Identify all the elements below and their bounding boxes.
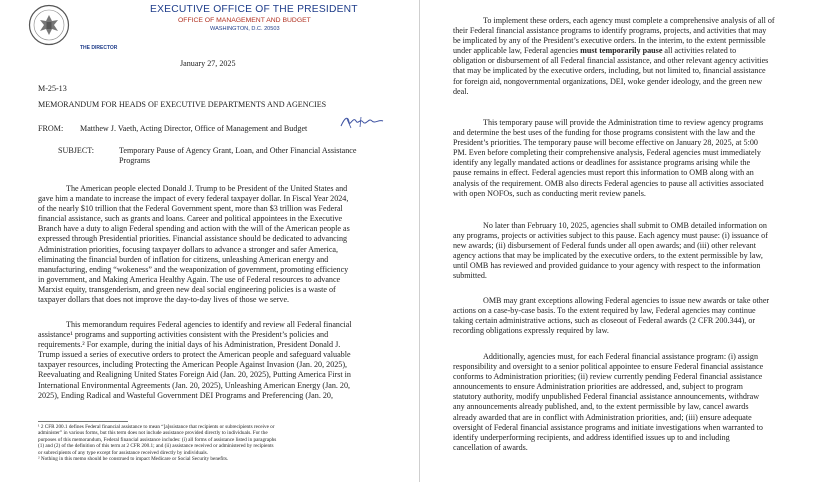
text-line: expressed through Presidential priorities. Financial assistance should be dedicated to advancing (38, 234, 348, 244)
text-line: taking certain administrative actions, such as closeout of Federal awards (2 CFR 200.344), or (453, 316, 756, 326)
text-line: be implicated by any of the President’s executive orders. In the interim, to the extent permissible (453, 36, 766, 46)
text-line: in government, and Making America Healthy Again. The use of Federal resources to advance (38, 274, 341, 284)
text-line: analysis of the requirement. OMB also directs Federal agencies to pause all activities associated (453, 178, 764, 188)
memo-number: M-25-13 (38, 84, 67, 93)
text-line: Additionally, agencies must, for each Federal financial assistance program: (i) assign (483, 352, 759, 361)
text-run: all activities related to (662, 46, 737, 56)
right-paragraph-2 (453, 118, 764, 199)
text-line: requirements.² For example, during the initial days of his Administration, President Donald J. (38, 340, 341, 350)
text-line: The American people elected Donald J. Trump to be President of the United States and (66, 184, 348, 193)
text-line: any programs, projects or activities subject to this pause. Each agency must pause: (i) issuance of (453, 231, 768, 241)
right-paragraph-3 (453, 221, 768, 282)
footnote-line: ¹ 2 CFR 200.1 defines Federal financial assistance to mean “[a]ssistance that recipients or subrecipients receive or (38, 424, 275, 430)
left-paragraph-1 (38, 184, 350, 305)
footnote-line: ² Nothing in this memo should be construed to impact Medicare or Social Security benefits. (38, 456, 229, 463)
memo-page-2 (420, 0, 839, 482)
text-line: This temporary pause will provide the Administration time to review agency programs (483, 118, 764, 127)
text-line: PM. Even before completing their comprehensive analysis, Federal agencies must immediately (453, 148, 761, 158)
text-line: deal. (453, 86, 469, 96)
text-line (453, 46, 775, 56)
text-line: President’s priorities. The temporary pause will become effective on January 28, 2025, at 5:00 (453, 138, 758, 148)
office-address: WASHINGTON, D.C. 20503 (210, 26, 280, 32)
text-line: their Federal financial assistance programs to identify programs, projects, and activities that may (453, 26, 767, 36)
text-line: taxpayer resources, including Protecting the American People Against Invasion (Jan. 20, 2025), (38, 360, 348, 370)
subject-label: SUBJECT: (58, 146, 95, 155)
subject-line-1: Temporary Pause of Agency Grant, Loan, and Other Financial Assistance (119, 146, 357, 155)
text-line: pause remains in effect. Federal agencies must report this information to OMB along with an (453, 168, 754, 178)
text-line: with open NOFOs, such as conducting merit review panels. (453, 188, 646, 198)
text-line: already awarded that are in conflict with Administration priorities, and; (iii) ensure adequate (453, 412, 752, 422)
footnote-line: (1) and (2) of the definition of this term at 2 CFR 200.1; and (ii) assistance received or administered by recipients (38, 443, 274, 450)
text-line: Administration priorities, focusing taxpayer dollars to advance a stronger and safer America, (38, 244, 339, 254)
text-line: agency actions that may be implicated by the executive orders, to the extent permissible by law, (453, 251, 763, 261)
memo-date: January 27, 2025 (180, 59, 236, 68)
text-line: eliminating the financial burden of inflation for citizens, unleashing American energy and (38, 254, 329, 264)
text-line: oversight of Federal financial assistance programs and initiate investigations when warranted to (453, 422, 763, 432)
text-line: No later than February 10, 2025, agencies shall submit to OMB detailed information on (483, 221, 767, 230)
text-line: financial assistance, such as grants and loans. Career and political appointees in the Executive (38, 214, 343, 224)
text-line: until OMB has reviewed and provided guidance to your agency with respect to the information (453, 261, 761, 271)
from-value: Matthew J. Vaeth, Acting Director, Office of Management and Budget (80, 124, 308, 133)
office-subtitle: OFFICE OF MANAGEMENT AND BUDGET (178, 17, 311, 24)
office-name: EXECUTIVE OFFICE OF THE PRESIDENT (150, 4, 358, 15)
text-line: Trump issued a series of executive orders to protect the American people and safeguard valuable (38, 350, 351, 360)
text-line: and determine the best uses of the funding for those programs consistent with the law and the (453, 128, 756, 138)
text-line: Branch have a duty to align Federal spending and action with the will of the American people as (38, 224, 350, 234)
text-line: recording obligations expressly required by law. (453, 326, 609, 336)
right-paragraph-5 (453, 352, 763, 453)
footnote-line: or subrecipients of any type except for assistance received directly by individuals. (38, 449, 208, 456)
text-line: To implement these orders, each agency must complete a comprehensive analysis of all of (483, 16, 775, 25)
text-line: responsibility and oversight to a senior political appointee to ensure Federal financial assistance (453, 362, 764, 372)
text-line: actions on a case-by-case basis. To the extent required by law, Federal agencies may continue (453, 306, 756, 316)
footnote-line: administer” in various forms, but this term does not include assistance provided directly to individuals. For the (38, 430, 268, 437)
text-line: identify any legally mandated actions or deadlines for assistance programs arising while the (453, 158, 751, 168)
text-line: International Environmental Agreements (Jan. 20, 2025), Unleashing American Energy (Jan. 20, (38, 380, 351, 390)
text-run: under applicable law, Federal agencies (453, 46, 581, 56)
text-line: new awards; (ii) disbursement of Federal funds under all open awards; and (iii) other relevant (453, 241, 756, 251)
director-label: THE DIRECTOR (80, 45, 118, 51)
memo-to: MEMORANDUM FOR HEADS OF EXECUTIVE DEPARTMENTS AND AGENCIES (38, 100, 327, 109)
text-line: This memorandum requires Federal agencies to identify and review all Federal financial (66, 320, 352, 329)
footnote-divider (38, 421, 128, 422)
presidential-seal-icon (28, 4, 70, 46)
text-line: Reevaluating and Realigning United States Foreign Aid (Jan. 20, 2025), Putting America First in (38, 370, 351, 380)
signature-icon (339, 113, 385, 131)
text-line: Marxist equity, transgenderism, and green new deal social engineering policies is a waste of (38, 284, 336, 294)
footnotes (38, 424, 408, 462)
text-line: announcements to ensure Administration priorities are addressed, and, subject to program (453, 382, 743, 392)
text-line: manufacturing, ending “wokeness” and the weaponization of government, promoting efficiency (38, 264, 349, 274)
subject-line-2: Programs (119, 156, 151, 165)
text-line: conforms to Administration priorities; (ii) review currently pending Federal financial assistance (453, 372, 763, 382)
text-line: statutory authority, modify unpublished Federal financial assistance announcements, withdraw (453, 392, 760, 402)
footnote-line: purposes of this memorandum, Federal financial assistance includes: (i) all forms of assistance listed in paragraphs (38, 436, 277, 443)
text-line: submitted. (453, 271, 487, 281)
right-paragraph-1 (453, 16, 775, 97)
left-paragraph-2 (38, 320, 352, 401)
text-line: 2025), Ending Radical and Wasteful Government DEI Programs and Preferencing (Jan. 20, (38, 390, 333, 400)
text-line: cancellation of awards. (453, 442, 528, 452)
text-line: OMB may grant exceptions allowing Federal agencies to issue new awards or take other (483, 296, 770, 305)
text-line: obligation or disbursement of all Federal financial assistance, and other relevant agency activities (453, 56, 769, 66)
from-label: FROM: (38, 124, 64, 133)
text-line: identify underperforming recipients, and address identified issues up to and including (453, 432, 730, 442)
text-line: that may be implicated by the executive orders, including, but not limited to, financial assistance (453, 66, 766, 76)
text-line: any announcements already published, and, to the extent permissible by law, cancel awards (453, 402, 749, 412)
text-line: of the nearly $10 trillion that the Federal Government spent, more than $3 trillion was Federal (38, 204, 343, 214)
emphasis-text: must temporarily pause (580, 46, 663, 56)
letterhead (0, 0, 419, 55)
text-line: taxpayer dollars that does not improve the day-to-day lives of those we serve. (38, 295, 290, 305)
text-line: assistance¹ programs and supporting activities consistent with the President’s policies and (38, 330, 329, 340)
text-line: for foreign aid, nongovernmental organizations, DEI, woke gender ideology, and the green new (453, 76, 763, 86)
text-line: gave him a mandate to increase the impact of every federal taxpayer dollar. In Fiscal Year 2024, (38, 194, 349, 204)
right-paragraph-4 (453, 296, 769, 336)
